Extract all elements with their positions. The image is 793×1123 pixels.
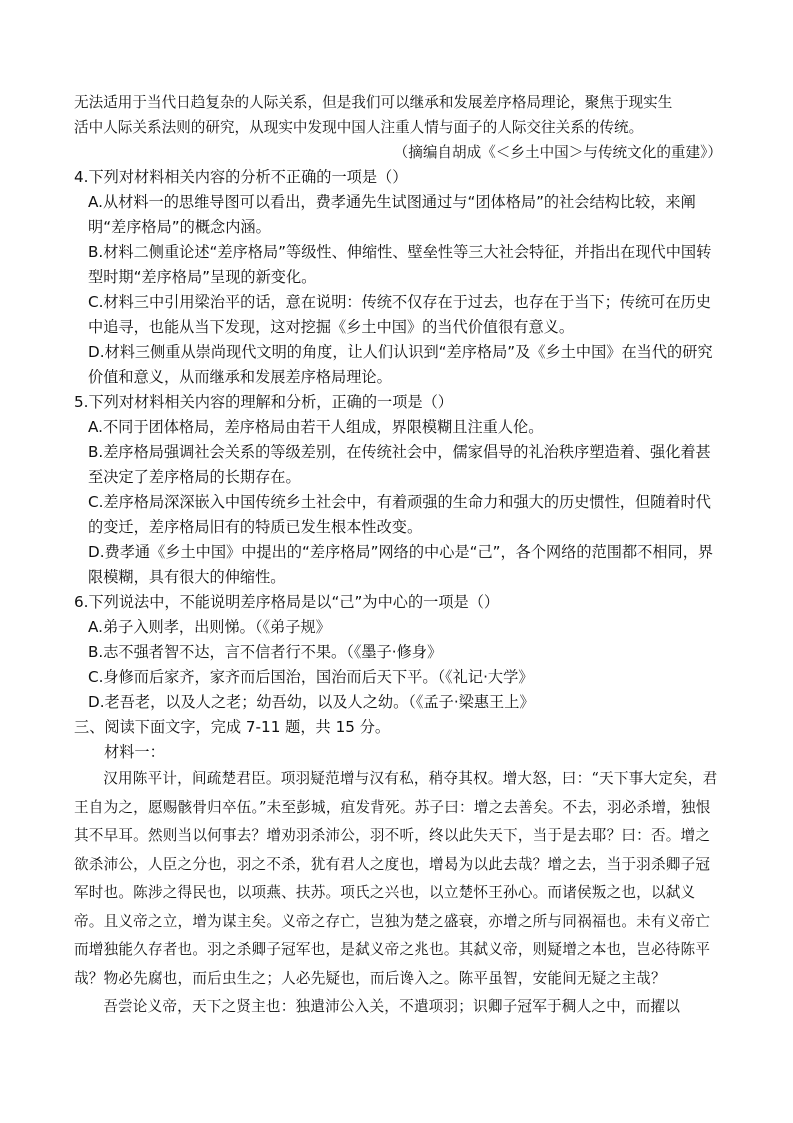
page-content [74, 90, 724, 1022]
option-c: C.材料三中引用梁治平的话，意在说明：传统不仅存在于过去，也存在于当下；传统可在历史中追寻，也能从当下发现，这对挖掘《乡土中国》的当代价值很有意义。 [88, 293, 711, 336]
option-d: D.老吾老，以及人之老；幼吾幼，以及人之幼。（《孟子·梁惠王上》 [88, 693, 535, 711]
material-label: 材料一： [104, 743, 165, 761]
option-c: C.身修而后家齐，家齐而后国治，国治而后天下平。（《礼记·大学》 [88, 668, 534, 686]
question-5 [74, 390, 724, 590]
option-a: A.不同于团体格局，差序格局由若干人组成，界限模糊且注重人伦。 [88, 418, 544, 436]
continuation-line-2: 活中人际关系法则的研究，从现实中发现中国人注重人情与面子的人际交往关系的传统。 [74, 119, 644, 136]
option-d: D.费孝通《乡土中国》中提出的“差序格局”网络的中心是“己”，各个网络的范围都不相同，界限模糊，具有很大的伸缩性。 [88, 543, 714, 586]
option-a: A.弟子入则孝，出则悌。（《弟子规》 [88, 618, 331, 636]
question-4 [74, 165, 724, 390]
question-6 [74, 590, 724, 715]
classical-passage-continued: 吾尝论义帝，天下之贤主也：独遣沛公入关，不遣项羽；识卿子冠军于稠人之中，而擢以 [103, 998, 681, 1015]
question-stem: 4.下列对材料相关内容的分析不正确的一项是（） [74, 168, 408, 186]
continuation-line-1: 无法适用于当代日趋复杂的人际关系，但是我们可以继承和发展差序格局理论，聚焦于现实生 [74, 94, 673, 111]
option-a: A.从材料一的思维导图可以看出，费孝通先生试图通过与“团体格局”的社会结构比较，来阐明“差序格局”的概念内涵。 [88, 193, 696, 236]
option-b: B.差序格局强调社会关系的等级差别，在传统社会中，儒家倡导的礼治秩序塑造着、强化着甚至决定了差序格局的长期存在。 [88, 443, 711, 486]
source-citation: （摘编自胡成《＜乡土中国＞与传统文化的重建》） [393, 144, 722, 161]
option-d: D.材料三侧重从崇尚现代文明的角度，让人们认识到“差序格局”及《乡土中国》在当代的研究价值和意义，从而继承和发展差序格局理论。 [88, 343, 713, 386]
option-b: B.材料二侧重论述“差序格局”等级性、伸缩性、壁垒性等三大社会特征，并指出在现代中国转型时期“差序格局”呈现的新变化。 [88, 243, 712, 286]
option-c: C.差序格局深深嵌入中国传统乡土社会中，有着顽强的生命力和强大的历史惯性，但随着时代的变迁，差序格局旧有的特质已发生根本性改变。 [88, 493, 711, 536]
question-stem: 6.下列说法中，不能说明差序格局是以“己”为中心的一项是（） [74, 593, 500, 611]
section-heading: 三、阅读下面文字，完成 7-11 题，共 15 分。 [74, 718, 391, 736]
question-stem: 5.下列对材料相关内容的理解和分析，正确的一项是（） [74, 393, 453, 411]
option-b: B.志不强者智不达，言不信者行不果。（《墨子·修身》 [88, 643, 443, 661]
classical-passage: 汉用陈平计，间疏楚君臣。项羽疑范增与汉有私，稍夺其权。增大怒，曰：“天下事大定矣，君王自为之，愿赐骸骨归卒伍。”未至彭城，疽发背死。苏子曰：增之去善矣。不去，羽必杀增，独恨其不早耳。然则当以何事去？增劝羽杀沛公，羽不听，终以此失天下，当于是去耶？曰：否。增之欲杀沛公，人臣之分也，羽之不杀，犹有君人之度也，增曷为以此去哉？增之去，当于羽杀卿子冠军时也。陈涉之得民也，以项燕、扶苏。项氏之兴也，以立楚怀王孙心。而诸侯叛之也，以弑义帝。且义帝之立，增为谋主矣。义帝之存亡，岂独为楚之盛衰，亦增之所与同祸福也。未有义帝亡而增独能久存者也。羽之杀卿子冠军也，是弑义帝之兆也。其弑义帝，则疑增之本也，岂必待陈平哉？物必先腐也，而后虫生之；人必先疑也，而后谗入之。陈平虽智，安能间无疑之主哉？ [74, 770, 718, 987]
